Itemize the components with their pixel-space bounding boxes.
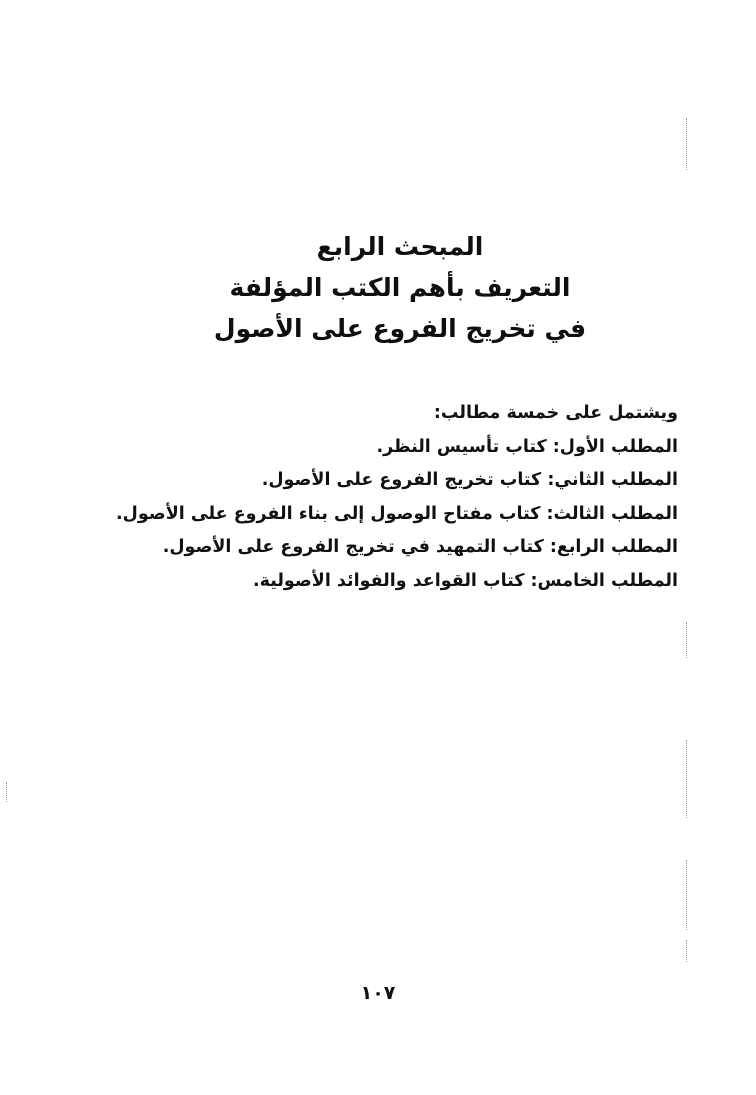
page-number: ١٠٧ bbox=[360, 982, 396, 1004]
list-item: المطلب الأول: كتاب تأسيس النظر. bbox=[376, 436, 678, 457]
scan-edge-mark bbox=[686, 860, 688, 930]
intro-line: ويشتمل على خمسة مطالب: bbox=[433, 403, 678, 423]
section-heading bbox=[120, 226, 680, 349]
list-item: المطلب الثالث: كتاب مفتاح الوصول إلى بناء الفروع على الأصول. bbox=[115, 503, 678, 524]
scan-edge-mark bbox=[686, 118, 688, 170]
list-item: المطلب الثاني: كتاب تخريج الفروع على الأصول. bbox=[261, 470, 678, 490]
heading-line-1: المبحث الرابع bbox=[316, 232, 484, 261]
scan-edge-mark bbox=[6, 782, 8, 802]
scan-edge-mark bbox=[686, 940, 688, 962]
scan-edge-mark bbox=[686, 740, 688, 818]
list-item: المطلب الخامس: كتاب القواعد والفوائد الأصولية. bbox=[252, 570, 678, 591]
heading-line-3: في تخريج الفروع على الأصول bbox=[213, 314, 587, 343]
list-item: المطلب الرابع: كتاب التمهيد في تخريج الفروع على الأصول. bbox=[162, 537, 678, 557]
scan-edge-mark bbox=[686, 622, 688, 658]
contents-list bbox=[78, 397, 678, 598]
heading-line-2: التعريف بأهم الكتب المؤلفة bbox=[229, 273, 571, 302]
